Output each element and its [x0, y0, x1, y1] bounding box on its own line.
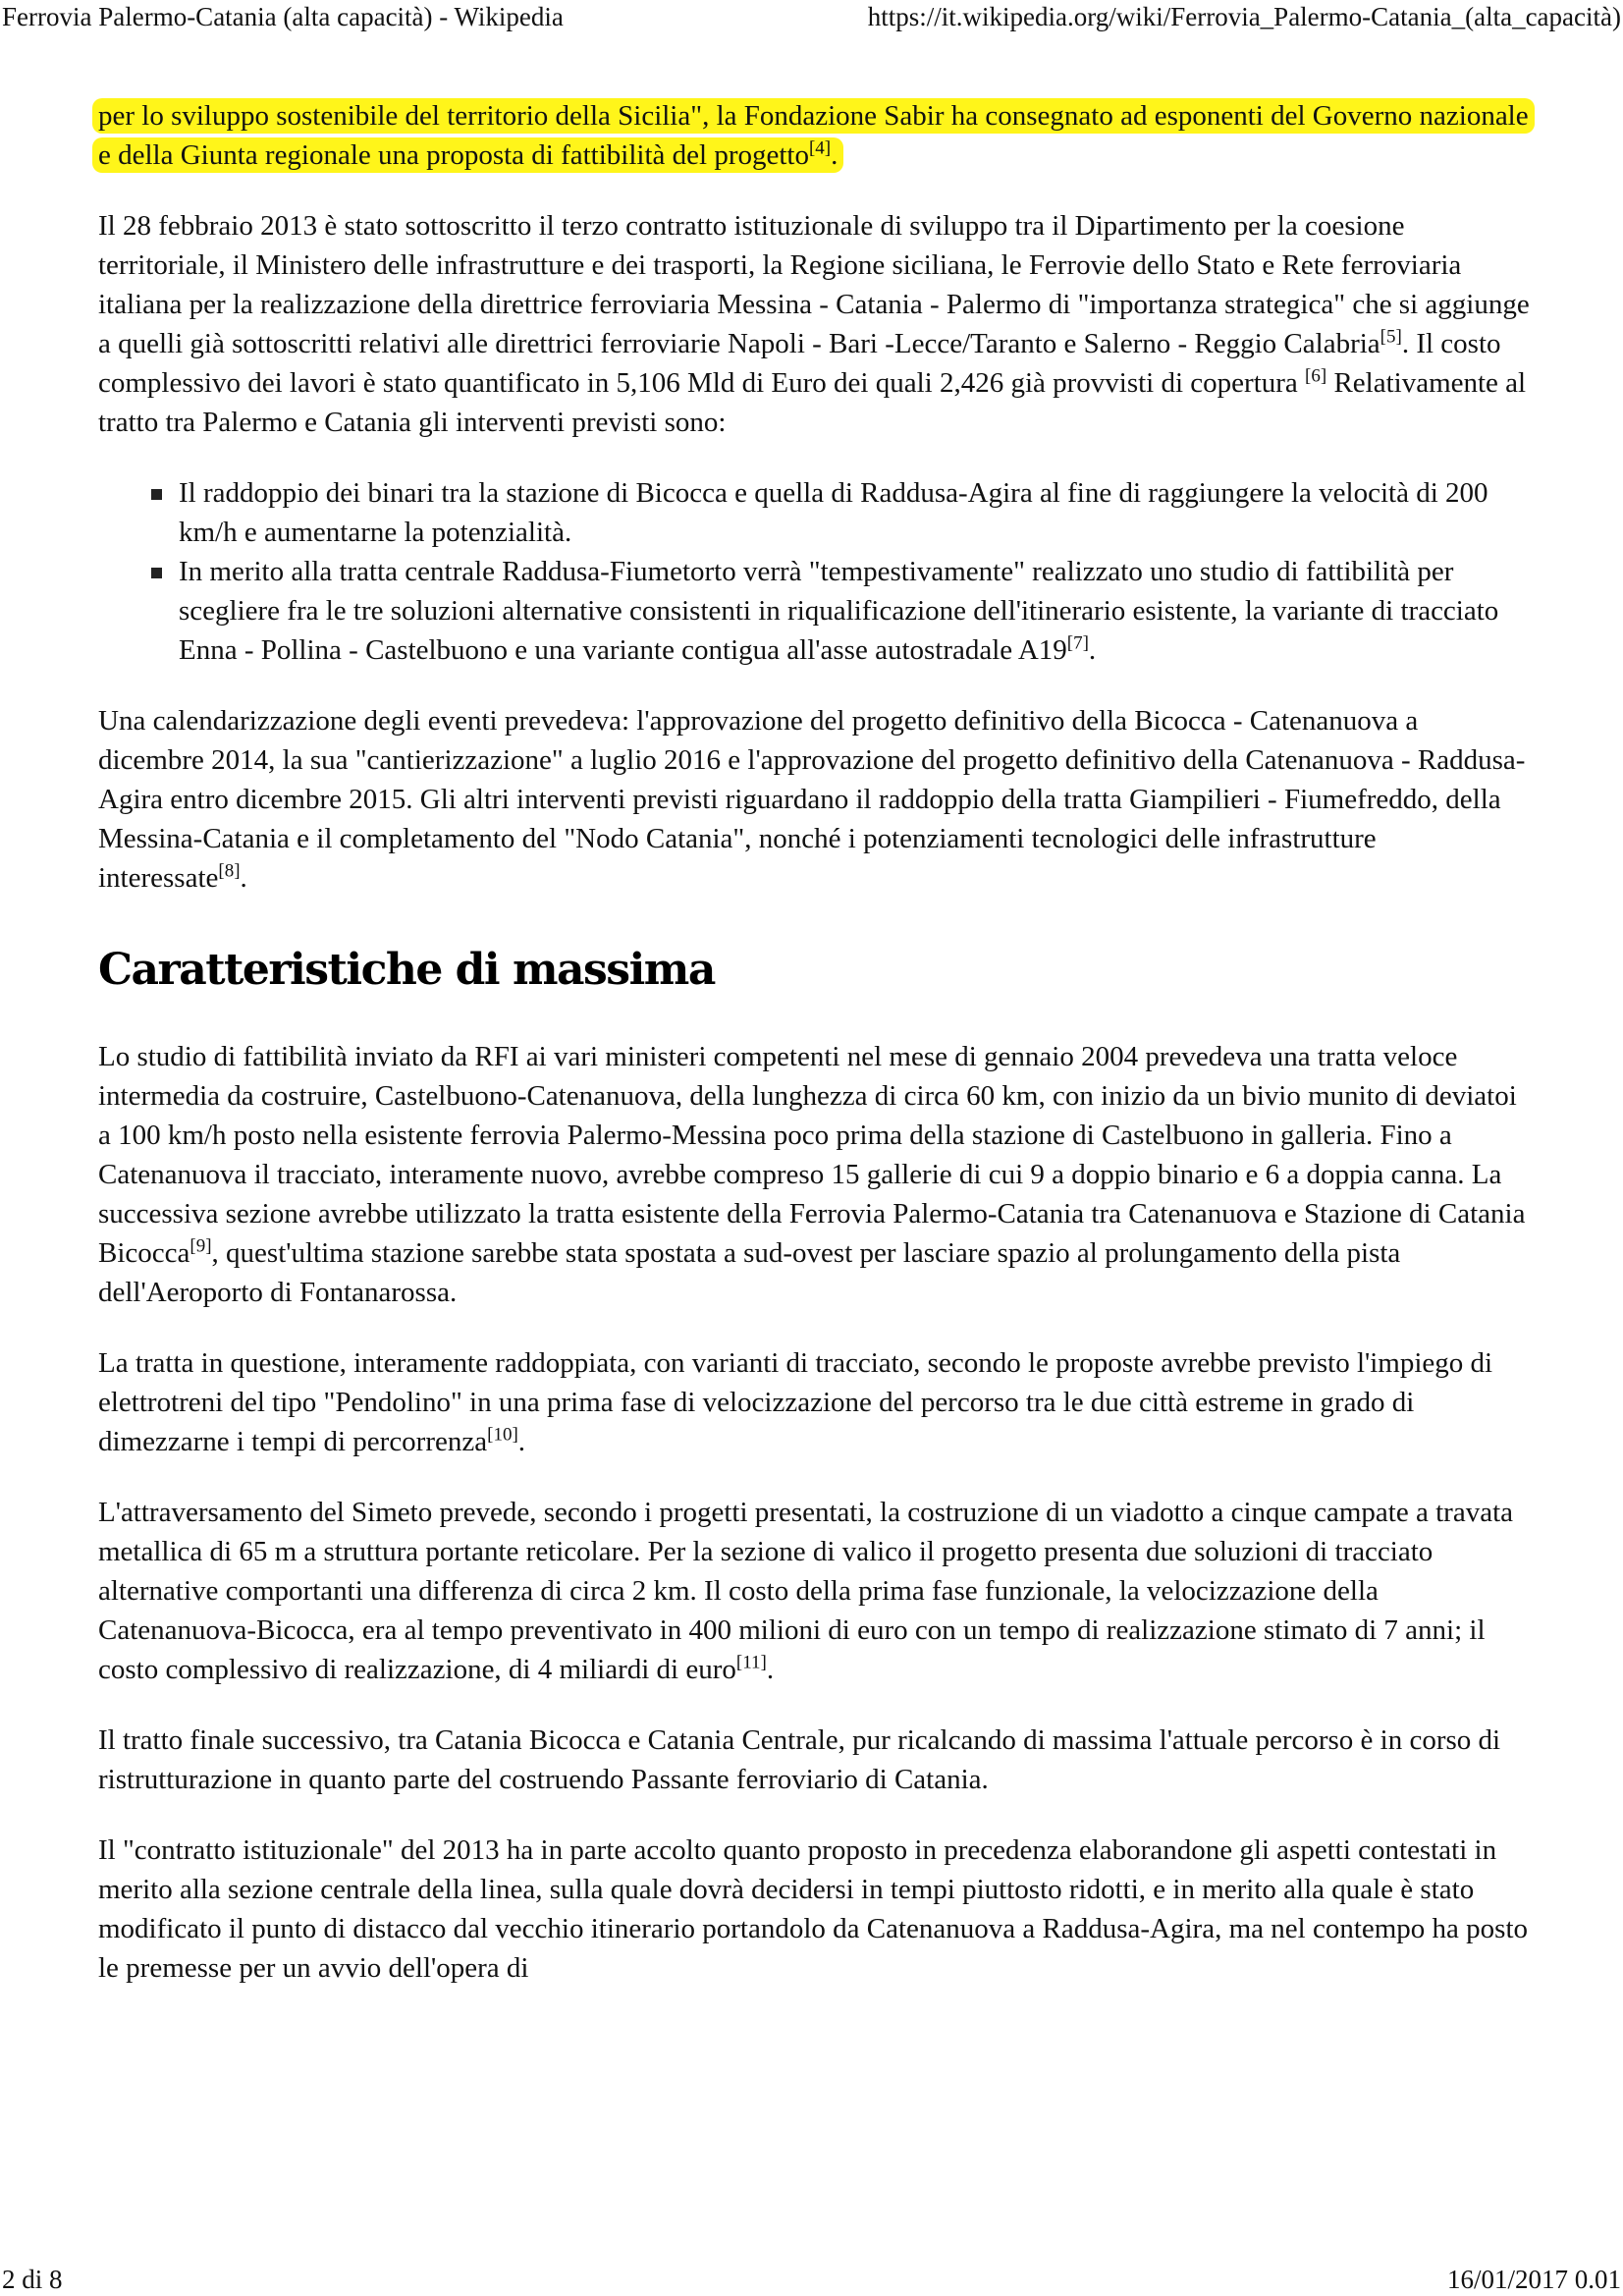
highlighted-text: per lo sviluppo sostenibile del territorio della Sicilia", la Fondazione Sabir ha consegnato ad esponenti del Governo nazionale e della Giunta regionale una proposta di fattibilità del progetto[4].: [92, 98, 1535, 173]
page-title: Ferrovia Palermo-Catania (alta capacità) - Wikipedia: [2, 2, 564, 31]
reference-link[interactable]: [9]: [189, 1235, 212, 1257]
print-footer: [0, 2263, 1623, 2296]
paragraph: Il tratto finale successivo, tra Catania Bicocca e Catania Centrale, pur ricalcando di massima l'attuale percorso è in corso di ristrutturazione in quanto parte del costruendo Passante ferroviario di Catania.: [98, 1724, 1501, 1795]
list-item: Il raddoppio dei binari tra la stazione di Bicocca e quella di Raddusa-Agira al fine di raggiungere la velocità di 200 km/h e aumentarne la potenzialità.: [98, 473, 1530, 552]
bullet-icon: [151, 489, 162, 500]
paragraph: La tratta in questione, interamente raddoppiata, con varianti di tracciato, secondo le proposte avrebbe previsto l'impiego di elettrotreni del tipo "Pendolino" in una prima fase di velocizzazione del percorso tra le due città estreme in grado di dimezzarne i tempi di percorrenza[10].: [98, 1347, 1493, 1457]
list-item: In merito alla tratta centrale Raddusa-Fiumetorto verrà "tempestivamente" realizzato uno studio di fattibilità per scegliere fra le tre soluzioni alternative consistenti in riqualificazione dell'itinerario esistente, la variante di tracciato Enna - Pollina - Castelbuono e una variante contigua all'asse autostradale A19[7].: [98, 552, 1530, 670]
reference-link[interactable]: [10]: [487, 1424, 518, 1446]
paragraph: L'attraversamento del Simeto prevede, secondo i progetti presentati, la costruzione di un viadotto a cinque campate a travata metallica di 65 m a struttura portante reticolare. Per la sezione di valico il progetto presenta due soluzioni di tracciato alternative comportanti una differenza di circa 2 km. Il costo della prima fase funzionale, la velocizzazione della Catenanuova-Bicocca, era al tempo preventivato in 400 milioni di euro con un tempo di realizzazione stimato di 7 anni; il costo complessivo di realizzazione, di 4 miliardi di euro[11].: [98, 1497, 1513, 1685]
reference-link[interactable]: [7]: [1066, 632, 1089, 654]
paragraph: Il 28 febbraio 2013 è stato sottoscritto il terzo contratto istituzionale di sviluppo tra il Dipartimento per la coesione territoriale, il Ministero delle infrastrutture e dei trasporti, la Regione siciliana, le Ferrovie dello Stato e Rete ferroviaria italiana per la realizzazione della direttrice ferroviaria Messina - Catania - Palermo di "importanza strategica" che si aggiunge a quelli già sottoscritti relativi alle direttrici ferroviarie Napoli - Bari -Lecce/Taranto e Salerno - Reggio Calabria[5]. Il costo complessivo dei lavori è stato quantificato in 5,106 Mld di Euro dei quali 2,426 già provvisti di copertura [6] Relativamente al tratto tra Palermo e Catania gli interventi previsti sono:: [98, 210, 1530, 438]
print-header: [0, 0, 1623, 33]
section-heading: Caratteristiche di massima: [98, 945, 715, 995]
paragraph: Lo studio di fattibilità inviato da RFI ai vari ministeri competenti nel mese di gennaio 2004 prevedeva una tratta veloce intermedia da costruire, Castelbuono-Catenanuova, della lunghezza di circa 60 km, con inizio da un bivio munito di deviatoi a 100 km/h posto nella esistente ferrovia Palermo-Messina poco prima della stazione di Castelbuono in galleria. Fino a Catenanuova il tracciato, interamente nuovo, avrebbe compreso 15 gallerie di cui 9 a doppio binario e 6 a doppia canna. La successiva sezione avrebbe utilizzato la tratta esistente della Ferrovia Palermo-Catania tra Catenanuova e Stazione di Catania Bicocca[9], quest'ultima stazione sarebbe stata spostata a sud-ovest per lasciare spazio al prolungamento della pista dell'Aeroporto di Fontanarossa.: [98, 1041, 1526, 1308]
bullet-list: [98, 473, 1530, 670]
reference-link[interactable]: [5]: [1380, 326, 1402, 348]
print-timestamp: 16/01/2017 0.01: [1446, 2265, 1621, 2294]
reference-link[interactable]: [11]: [735, 1652, 767, 1673]
reference-link[interactable]: [4]: [808, 137, 832, 159]
article-body: [98, 96, 1530, 2019]
intro-paragraph: [98, 96, 1530, 175]
page-number: 2 di 8: [2, 2265, 63, 2294]
reference-link[interactable]: [6]: [1305, 365, 1327, 387]
page-url: https://it.wikipedia.org/wiki/Ferrovia_Palermo-Catania_(alta_capacità): [867, 2, 1621, 31]
paragraph: Il "contratto istituzionale" del 2013 ha in parte accolto quanto proposto in precedenza elaborandone gli aspetti contestati in merito alla sezione centrale della linea, sulla quale dovrà decidersi in tempi piuttosto ridotti, e in merito alla quale è stato modificato il punto di distacco dal vecchio itinerario portandolo da Catenanuova a Raddusa-Agira, ma nel contempo ha posto le premesse per un avvio dell'opera di: [98, 1834, 1529, 1984]
reference-link[interactable]: [8]: [218, 860, 241, 882]
paragraph: Una calendarizzazione degli eventi prevedeva: l'approvazione del progetto definitivo della Bicocca - Catenanuova a dicembre 2014, la sua "cantierizzazione" a luglio 2016 e l'approvazione del progetto definitivo della Catenanuova - Raddusa-Agira entro dicembre 2015. Gli altri interventi previsti riguardano il raddoppio della tratta Giampilieri - Fiumefreddo, della Messina-Catania e il completamento del "Nodo Catania", nonché i potenziamenti tecnologici delle infrastrutture interessate[8].: [98, 705, 1526, 894]
bullet-icon: [151, 568, 162, 578]
